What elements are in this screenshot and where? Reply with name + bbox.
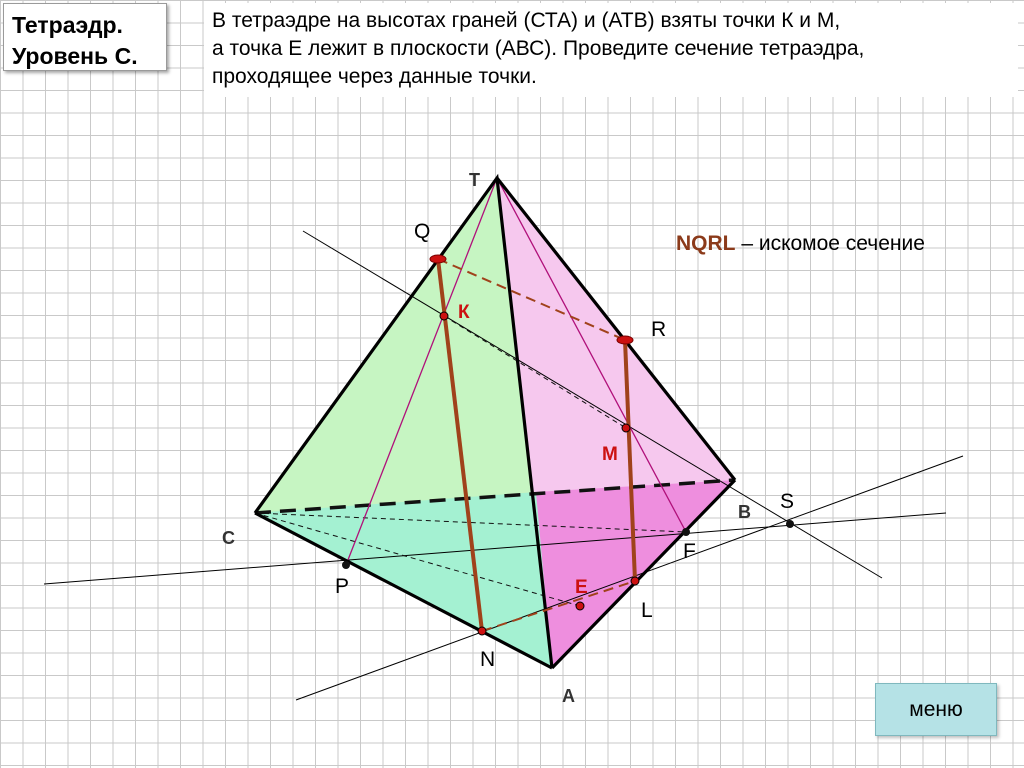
- point-e: [576, 602, 584, 610]
- task-line-1: В тетраэдре на высотах граней (СТА) и (АТВ) взяты точки К и М,: [212, 9, 841, 32]
- label-c: C: [222, 528, 235, 548]
- point-k: [440, 312, 448, 320]
- label-s: S: [780, 490, 795, 513]
- label-m: M: [602, 444, 618, 465]
- answer-section-name: NQRL: [676, 232, 736, 255]
- point-s: [786, 520, 794, 528]
- label-q: Q: [414, 220, 431, 243]
- label-b: B: [738, 502, 751, 522]
- base-abc-green-region: [255, 492, 552, 668]
- label-f: F: [683, 540, 696, 563]
- label-r: R: [651, 318, 667, 341]
- point-f: [682, 528, 690, 536]
- title-line-2: Уровень С.: [12, 43, 138, 69]
- label-t: T: [469, 170, 480, 190]
- label-p: P: [335, 575, 350, 598]
- answer-text: – искомое сечение: [735, 232, 925, 255]
- label-a: A: [562, 686, 575, 706]
- point-p: [342, 561, 350, 569]
- point-m: [622, 424, 630, 432]
- task-line-3: проходящее через данные точки.: [212, 65, 537, 88]
- menu-button[interactable]: меню: [875, 683, 997, 736]
- point-l: [631, 577, 639, 585]
- task-line-2: а точка Е лежит в плоскости (АВС). Проведите сечение тетраэдра,: [212, 37, 865, 60]
- point-n: [478, 627, 486, 635]
- label-l: L: [641, 599, 653, 622]
- answer-caption: [676, 232, 925, 256]
- label-k: К: [458, 302, 470, 323]
- point-q: [430, 255, 446, 263]
- title-line-1: Тетраэдр.: [12, 12, 123, 38]
- point-r: [617, 336, 633, 344]
- label-n: N: [480, 648, 496, 671]
- label-e: E: [575, 577, 588, 598]
